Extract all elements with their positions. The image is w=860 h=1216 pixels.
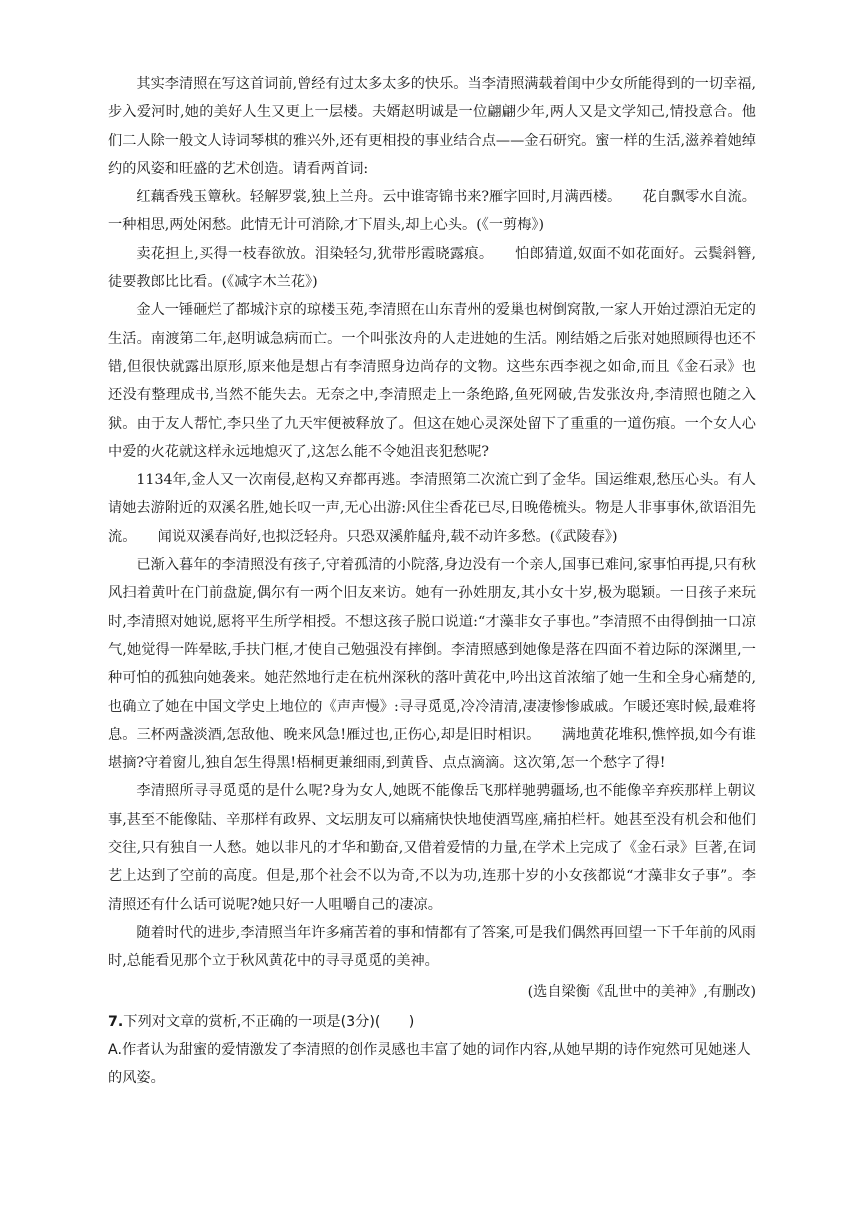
question-number: 7. (108, 1013, 124, 1030)
poem-yijianmei: 红藕香残玉簟秋。轻解罗裳,独上兰舟。云中谁寄锦书来?雁字回时,月满西楼。 花自飘零水自流。一种相思,两处闲愁。此情无计可消除,才下眉头,却上心头。(《一剪梅》) (108, 189, 756, 234)
paragraph-jin-invasion: 金人一锤砸烂了都城汴京的琼楼玉苑,李清照在山东青州的爱巢也树倒窝散,一家人开始过漂泊无定的生活。南渡第二年,赵明诚急病而亡。一个叫张汝舟的人走进她的生活。刚结婚之后张对她照顾得也还不错,但很快就露出原形,原来他是想占有李清照身边尚存的文物。这些东西李视之如命,而且《金石录》也还没有整理成书,当然不能失去。无奈之中,李清照走上一条绝路,鱼死网破,告发张汝舟,李清照也随之入狱。由于友人帮忙,李只坐了九天牢便被释放了。但这在她心灵深处留下了重重的一道伤痕。一个女人心中爱的火花就这样永远地熄灭了,这怎么能不令她沮丧犯愁呢? (108, 302, 756, 460)
paragraph-seeking: 李清照所寻寻觅觅的是什么呢?身为女人,她既不能像岳飞那样驰骋疆场,也不能像辛弃疾那样上朝议事,甚至不能像陆、辛那样有政界、文坛朋友可以痛痛快快地使酒骂座,痛拍栏杆。她甚至没有机会和他们交往,只有独自一人愁。她以非凡的才华和勤奋,又借着爱情的力量,在学术上完成了《金石录》巨著,在词艺上达到了空前的高度。但是,那个社会不以为奇,不以为功,连那十岁的小女孩都说“才藻非女子事”。李清照还有什么话可说呢?她只好一人咀嚼自己的凄凉。 (108, 783, 756, 913)
poem-jianzimulanhua: 卖花担上,买得一枝春欲放。泪染轻匀,犹带彤霞晓露痕。 怕郎猜道,奴面不如花面好。云鬓斜簪,徒要教郎比比看。(《减字木兰花》) (108, 245, 756, 291)
paragraph-old-age: 已渐入暮年的李清照没有孩子,守着孤清的小院落,身边没有一个亲人,国事已难问,家事怕再提,只有秋风扫着黄叶在门前盘旋,偶尔有一两个旧友来访。她有一孙姓朋友,其小女十岁,极为聪颖。一日孩子来玩时,李清照对她说,愿将平生所学相授。不想这孩子脱口说道:“才藻非女子事也。”李清照不由得倒抽一口凉气,她觉得一阵晕眩,手扶门框,才使自己勉强没有摔倒。李清照感到她像是落在四面不着边际的深渊里,一种可怕的孤独向她袭来。她茫然地行走在杭州深秋的落叶黄花中,吟出这首浓缩了她一生和全身心痛楚的,也确立了她在中国文学史上地位的《声声慢》:寻寻觅觅,冷冷清清,凄凄惨惨戚戚。乍暖还寒时候,最难将息。三杯两盏淡酒,怎敌他、晚来风急!雁过也,正伤心,却是旧时相识。 满地黄花堆积,憔悴损,如今有谁堪摘?守着窗儿,独自怎生得黑!梧桐更兼细雨,到黄昏、点点滴滴。这次第,怎一个愁字了得! (108, 557, 756, 772)
source-citation: (选自梁衡《乱世中的美神》,有删改) (527, 983, 756, 1000)
paragraph-conclusion: 随着时代的进步,李清照当年许多痛苦着的事和情都有了答案,可是我们偶然再回望一下千年前的风雨时,总能看见那个立于秋风黄花中的寻寻觅觅的美神。 (108, 924, 756, 970)
option-a: A.作者认为甜蜜的爱情激发了李清照的创作灵感也丰富了她的词作内容,从她早期的诗作宛然可见她迷人的风姿。 (108, 1042, 751, 1087)
question-7 (108, 1008, 756, 1036)
question-text: 下列对文章的赏析,不正确的一项是(3分)( ) (123, 1013, 415, 1030)
paragraph-intro: 其实李清照在写这首词前,曾经有过太多太多的快乐。当李清照满载着闺中少女所能得到的一切幸福,步入爱河时,她的美好人生又更上一层楼。夫婿赵明诚是一位翩翩少年,两人又是文学知己,情投意合。他们二人除一般文人诗词琴棋的雅兴外,还有更相投的事业结合点——金石研究。蜜一样的生活,滋养着她绰约的风姿和旺盛的艺术创造。请看两首词: (108, 76, 756, 177)
paragraph-1134: 1134年,金人又一次南侵,赵构又弃都再逃。李清照第二次流亡到了金华。国运维艰,愁压心头。有人请她去游附近的双溪名胜,她长叹一声,无心出游:风住尘香花已尽,日晚倦梳头。物是人非事事休,欲语泪先流。 闻说双溪春尚好,也拟泛轻舟。只恐双溪舴艋舟,载不动许多愁。(《武陵春》) (108, 472, 756, 545)
document-page (108, 70, 756, 1093)
